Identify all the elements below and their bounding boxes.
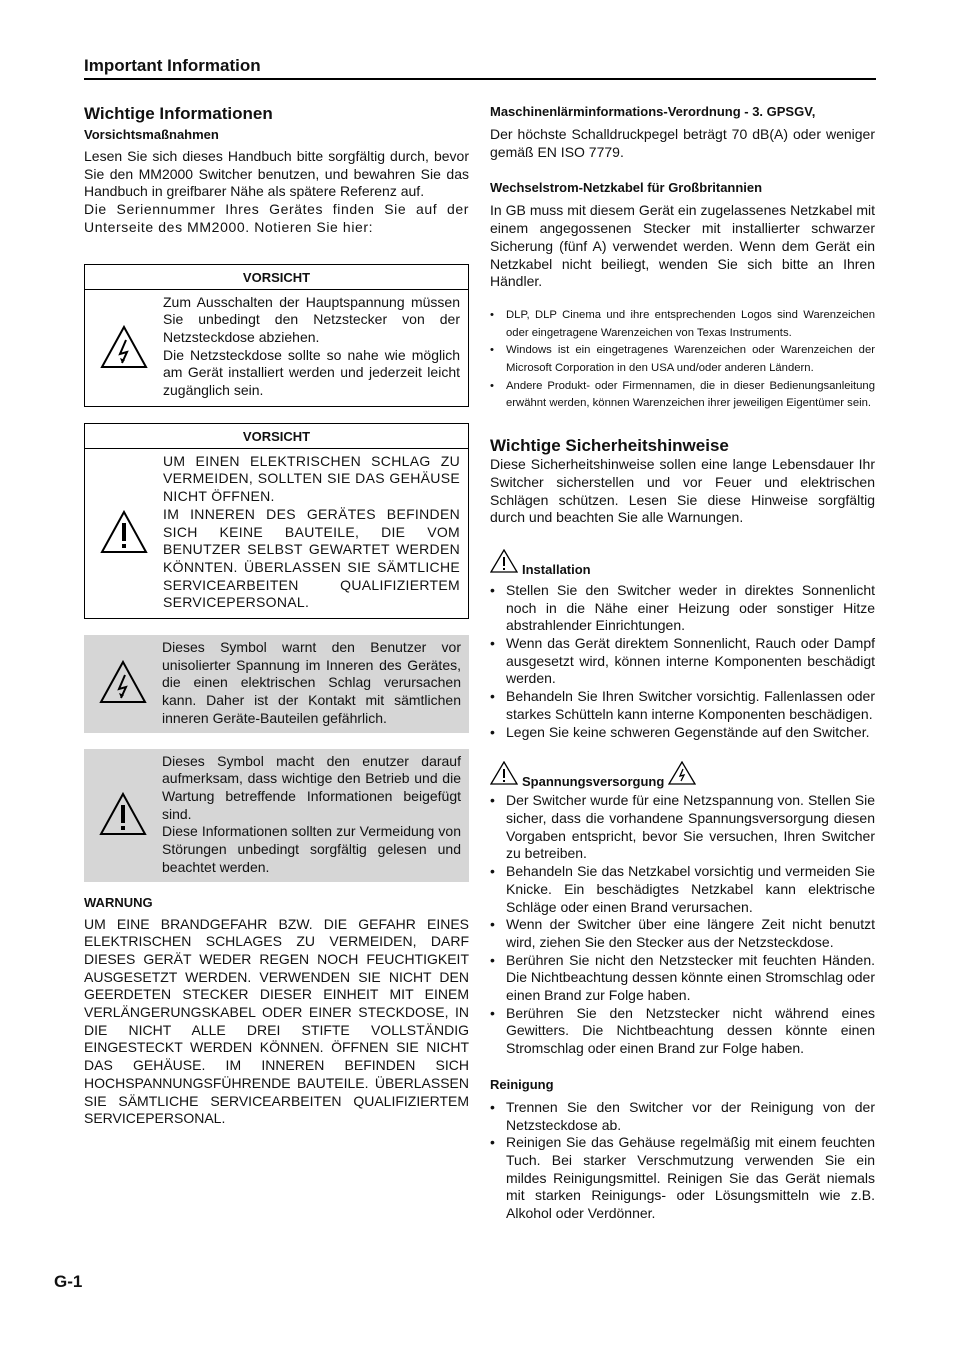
exclamation-warning-icon: [84, 751, 162, 877]
power-list: [490, 792, 875, 1058]
installation-heading-row: [490, 549, 875, 578]
trademark-list: [490, 307, 875, 413]
caution-heading: VORSICHT: [85, 424, 468, 449]
list-item: • DLP, DLP Cinema und ihre entsprechenden Logos sind Warenzeichen oder eingetragene Warenzeichen von Texas Instruments.: [490, 307, 875, 342]
section-title: Wichtige Informationen: [84, 104, 273, 123]
noise-heading: Maschinenlärminformations-Verordnung - 3. GPSGV,: [490, 104, 816, 119]
power-heading: Spannungsversorgung: [522, 774, 665, 790]
cable-text: In GB muss mit diesem Gerät ein zugelassenes Netzkabel mit einem angegossenen Stecker mit installierter schwarzer Sicherung (fünf A) verwendet werden. Wenn dem Gerät ein Netzkabel nicht beiliegt, wenden Sie sich bitte an Ihren Händler.: [490, 202, 875, 290]
lightning-warning-icon: [668, 761, 696, 790]
symbol-explanation-exclamation: [84, 749, 469, 882]
list-item: • Der Switcher wurde für eine Netzspannung von. Stellen Sie sicher, dass die vorhandene Spannungsversorgung diesen Vorgaben entspricht, bevor Sie versuchen, Ihren Switcher zu betreiben.: [490, 792, 875, 863]
warning-heading: WARNUNG: [84, 894, 153, 910]
safety-intro: Diese Sicherheitshinweise sollen eine lange Lebensdauer Ihr Switcher sicherstellen und vor Feuer und elektrischen Schlägen schützen. Lesen Sie diese Hinweise sorgfältig durch und beachten Sie alle Warnungen.: [490, 456, 875, 526]
caution-heading: VORSICHT: [85, 265, 468, 290]
power-heading-row: [490, 761, 875, 790]
lightning-warning-icon: [85, 294, 163, 400]
caution-text-1: UM EINEN ELEKTRISCHEN SCHLAG ZU VERMEIDEN, SOLLTEN SIE DAS GEHÄUSE NICHT ÖFFNEN.: [163, 452, 460, 505]
right-column: [490, 102, 875, 1223]
exclamation-warning-icon: [85, 453, 163, 612]
symbol-text-2: Diese Informationen sollten zur Vermeidung von Störungen unbedingt sorgfältig gelesen und beachtet werden.: [162, 823, 461, 875]
precautions-heading: Vorsichtsmaßnahmen: [84, 127, 219, 142]
exclamation-warning-icon: [490, 761, 518, 790]
symbol-text: Dieses Symbol warnt den Benutzer vor unisolierter Spannung im Inneren des Gerätes, die einen elektrischen Schlag verursachen kann. Daher ist der Kontakt mit sämtlichen inneren Geräte-Bauteilen gefährlich.: [162, 639, 461, 726]
page-header: [84, 56, 876, 80]
page-number: G-1: [54, 1272, 83, 1291]
list-item: • Stellen Sie den Switcher weder in direktes Sonnenlicht noch in die Nähe einer Heizung oder sonstiger Hitze abstrahlender Einrichtungen.: [490, 582, 875, 635]
lightning-warning-icon: [84, 637, 162, 728]
caution-text-2: Die Netzsteckdose sollte so nahe wie möglich am Gerät installiert werden und jederzeit leicht zugänglich sein.: [163, 346, 460, 399]
caution-box-housing: [84, 423, 469, 619]
list-item: • Berühren Sie den Netzstecker nicht während eines Gewitters. Die Nichtbeachtung dessen könnte einen Stromschlag oder einen Brand zur Folge haben.: [490, 1005, 875, 1058]
serial-paragraph: Die Seriennummer Ihres Gerätes finden Sie auf der Unterseite des MM2000. Notieren Sie hier:: [84, 201, 469, 235]
cleaning-list: [490, 1099, 875, 1223]
symbol-explanation-lightning: [84, 635, 469, 733]
caution-text-2: IM INNEREN DES GERÄTES BEFINDEN SICH KEINE BAUTEILE, DIE VOM BENUTZER SELBST GEWARTET WERDEN KÖNNTEN. ÜBERLASSEN SIE SÄMTLICHE SERVICEARBEITEN QUALIFIZIERTEM SERVICEPERSONAL.: [163, 505, 460, 611]
list-item: • Windows ist ein eingetragenes Warenzeichen oder Warenzeichen der Microsoft Corporation in den USA und/oder anderen Ländern.: [490, 342, 875, 377]
intro-paragraph: Lesen Sie sich dieses Handbuch bitte sorgfältig durch, bevor Sie den MM2000 Switcher benutzen, und bewahren Sie das Handbuch in greifbarer Nähe als spätere Referenz auf.: [84, 148, 469, 200]
noise-text: Der höchste Schalldruckpegel beträgt 70 dB(A) oder weniger gemäß EN ISO 7779.: [490, 126, 875, 160]
safety-title: Wichtige Sicherheitshinweise: [490, 436, 729, 456]
list-item: • Andere Produkt- oder Firmennamen, die in dieser Bedienungsanleitung erwähnt werden, können Warenzeichen ihrer jeweiligen Eigentümer sein.: [490, 378, 875, 413]
list-item: • Legen Sie keine schweren Gegenstände auf den Switcher.: [490, 724, 875, 742]
caution-text-1: Zum Ausschalten der Hauptspannung müssen Sie unbedingt den Netzstecker von der Netzsteckdose abziehen.: [163, 293, 460, 345]
caution-box-mains: [84, 264, 469, 407]
left-column: [84, 102, 469, 1128]
cable-heading: Wechselstrom-Netzkabel für Großbritannien: [490, 180, 763, 196]
list-item: • Behandeln Sie das Netzkabel vorsichtig und vermeiden Sie Knicke. Ein beschädigtes Netzkabel kann elektrische Schläge oder einen Brand verursachen.: [490, 863, 875, 916]
header-title: Important Information: [84, 56, 261, 75]
installation-heading: Installation: [522, 561, 591, 577]
list-item: • Wenn das Gerät direktem Sonnenlicht, Rauch oder Dampf ausgesetzt wird, können interne Komponenten beschädigt werden.: [490, 635, 875, 688]
list-item: • Wenn der Switcher über eine längere Zeit nicht benutzt wird, ziehen Sie den Stecker aus der Netzsteckdose.: [490, 916, 875, 951]
installation-list: [490, 582, 875, 741]
exclamation-warning-icon: [490, 549, 518, 578]
list-item: • Reinigen Sie das Gehäuse regelmäßig mit einem feuchten Tuch. Bei starker Verschmutzung verwenden Sie ein mildes Reinigungsmittel. Reinigen Sie das Gerät niemals mit starken Reinigungs- oder Lösungsmitteln wie z.B. Alkohol oder Verdönner.: [490, 1134, 875, 1223]
list-item: • Trennen Sie den Switcher vor der Reinigung von der Netzsteckdose ab.: [490, 1099, 875, 1134]
list-item: • Berühren Sie nicht den Netzstecker mit feuchten Händen. Die Nichtbeachtung dessen könnte einen Stromschlag oder einen Brand zur Folge haben.: [490, 952, 875, 1005]
symbol-text-1: Dieses Symbol macht den enutzer darauf aufmerksam, dass wichtige den Betrieb und die Wartung betreffende Informationen beigefügt sind.: [162, 752, 461, 822]
list-item: • Behandeln Sie Ihren Switcher vorsichtig. Fallenlassen oder starkes Schütteln kann interne Komponenten beschädigen.: [490, 688, 875, 723]
cleaning-heading: Reinigung: [490, 1076, 554, 1092]
warning-text: UM EINE BRANDGEFAHR BZW. DIE GEFAHR EINES ELEKTRISCHEN SCHLAGES ZU VERMEIDEN, DARF DIESES GERÄT WEDER REGEN NOCH FEUCHTIGKEIT AUSGESETZT WERDEN. VERWENDEN SIE NICHT DEN GEERDETEN STECKER DIESER EINHEIT MIT EINEM VERLÄNGERUNGSKABEL ODER EINER STECKDOSE, IN DIE NICHT ALLE DREI STIFTE VOLLSTÄNDIG EINGESTECKT WERDEN KÖNNEN. ÖFFNEN SIE NICHT DAS GEHÄUSE. IM INNEREN BEFINDEN SICH HOCHSPANNUNGSFÜHRENDE BAUTEILE. ÜBERLASSEN SIE SÄMTLICHE SERVICEARBEITEN QUALIFIZIERTEM SERVICEPERSONAL.: [84, 915, 469, 1127]
